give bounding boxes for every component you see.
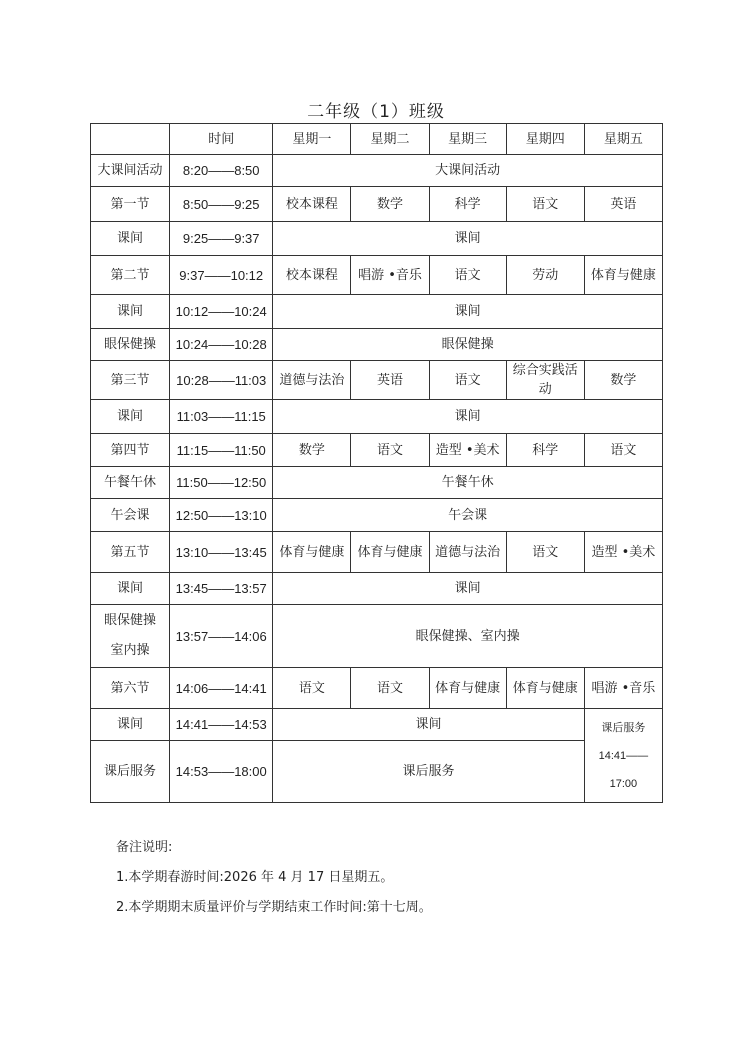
period-time: 11:03——11:15 — [170, 400, 273, 434]
period-label-line: 室内操 — [110, 643, 150, 658]
subject-cell: 体育与健康 — [506, 668, 584, 709]
period-time: 8:50——9:25 — [170, 187, 273, 222]
table-row — [91, 434, 663, 467]
period-time: 13:57——14:06 — [170, 605, 273, 668]
subject-cell: 语文 — [351, 434, 429, 467]
note-item: 1.本学期春游时间:2026 年 4 月 17 日星期五。 — [116, 870, 394, 885]
schedule-table — [90, 123, 663, 803]
table-row — [91, 573, 663, 605]
header-row — [91, 124, 663, 155]
merged-cell: 课间 — [273, 400, 663, 434]
friday-service-label: 课后服务 — [601, 720, 646, 734]
table-row — [91, 499, 663, 532]
period-label: 第四节 — [91, 434, 170, 467]
header-cell: 星期三 — [429, 124, 506, 155]
subject-cell: 唱游 •音乐 — [584, 668, 662, 709]
subject-cell: 道德与法治 — [429, 532, 506, 573]
period-label-line: 眼保健操 — [104, 613, 157, 628]
subject-cell: 校本课程 — [273, 187, 351, 222]
merged-cell: 课间 — [273, 573, 663, 605]
subject-cell: 语文 — [584, 434, 662, 467]
subject-cell: 英语 — [584, 187, 662, 222]
period-label: 眼保健操 — [91, 329, 170, 361]
period-label: 第二节 — [91, 256, 170, 295]
subject-cell: 校本课程 — [273, 256, 351, 295]
period-label: 第五节 — [91, 532, 170, 573]
subject-cell: 体育与健康 — [584, 256, 662, 295]
table-row — [91, 605, 663, 668]
period-time: 8:20——8:50 — [170, 155, 273, 187]
subject-cell: 语文 — [429, 361, 506, 400]
subject-cell: 语文 — [506, 532, 584, 573]
merged-cell: 课间 — [273, 222, 663, 256]
table-row — [91, 187, 663, 222]
header-cell: 星期五 — [584, 124, 662, 155]
table-row — [91, 532, 663, 573]
merged-cell: 眼保健操 — [273, 329, 663, 361]
period-label — [91, 605, 170, 668]
period-time: 14:53——18:00 — [170, 741, 273, 803]
period-label: 第一节 — [91, 187, 170, 222]
period-time: 10:24——10:28 — [170, 329, 273, 361]
subject-cell: 体育与健康 — [351, 532, 429, 573]
merged-cell: 午餐午休 — [273, 467, 663, 499]
subject-cell: 道德与法治 — [273, 361, 351, 400]
subject-cell: 数学 — [584, 361, 662, 400]
header-cell: 星期二 — [351, 124, 429, 155]
period-time: 12:50——13:10 — [170, 499, 273, 532]
subject-cell: 语文 — [429, 256, 506, 295]
period-time: 10:28——11:03 — [170, 361, 273, 400]
period-label: 课间 — [91, 295, 170, 329]
subject-cell: 造型 •美术 — [584, 532, 662, 573]
period-label: 课间 — [91, 709, 170, 741]
table-row — [91, 709, 663, 741]
subject-cell: 体育与健康 — [273, 532, 351, 573]
note-item: 2.本学期期末质量评价与学期结束工作时间:第十七周。 — [116, 900, 432, 915]
friday-service-time-end: 17:00 — [609, 777, 638, 790]
subject-cell: 科学 — [429, 187, 506, 222]
subject-cell: 数学 — [351, 187, 429, 222]
period-time: 13:45——13:57 — [170, 573, 273, 605]
table-row — [91, 741, 663, 803]
notes-heading: 备注说明: — [116, 840, 173, 855]
period-label: 课间 — [91, 573, 170, 605]
table-row — [91, 361, 663, 400]
period-label: 第六节 — [91, 668, 170, 709]
header-cell: 星期一 — [273, 124, 351, 155]
period-label: 第三节 — [91, 361, 170, 400]
subject-cell: 数学 — [273, 434, 351, 467]
period-label: 大课间活动 — [91, 155, 170, 187]
header-cell: 时间 — [170, 124, 273, 155]
table-row — [91, 256, 663, 295]
subject-cell: 语文 — [273, 668, 351, 709]
subject-cell: 科学 — [506, 434, 584, 467]
friday-service-time-start: 14:41—— — [598, 749, 649, 762]
page-title: 二年级（1）班级 — [307, 102, 445, 122]
merged-cell: 课后服务 — [273, 741, 585, 803]
merged-cell: 大课间活动 — [273, 155, 663, 187]
notes-section — [116, 833, 432, 923]
period-time: 13:10——13:45 — [170, 532, 273, 573]
merged-cell: 午会课 — [273, 499, 663, 532]
period-time: 9:37——10:12 — [170, 256, 273, 295]
subject-cell: 唱游 •音乐 — [351, 256, 429, 295]
period-label: 午餐午休 — [91, 467, 170, 499]
period-time: 14:41——14:53 — [170, 709, 273, 741]
header-cell — [91, 124, 170, 155]
period-time: 14:06——14:41 — [170, 668, 273, 709]
subject-cell: 综合实践活动 — [506, 361, 584, 400]
period-label: 课后服务 — [91, 741, 170, 803]
subject-cell: 语文 — [351, 668, 429, 709]
period-time: 10:12——10:24 — [170, 295, 273, 329]
merged-cell: 课间 — [273, 295, 663, 329]
table-row — [91, 329, 663, 361]
table-row — [91, 222, 663, 256]
period-time: 11:50——12:50 — [170, 467, 273, 499]
subject-cell: 英语 — [351, 361, 429, 400]
friday-service-cell — [584, 709, 662, 803]
period-time: 11:15——11:50 — [170, 434, 273, 467]
table-row — [91, 295, 663, 329]
period-time: 9:25——9:37 — [170, 222, 273, 256]
merged-cell: 眼保健操、室内操 — [273, 605, 663, 668]
table-row — [91, 400, 663, 434]
period-label: 午会课 — [91, 499, 170, 532]
subject-cell: 劳动 — [506, 256, 584, 295]
subject-cell: 体育与健康 — [429, 668, 506, 709]
header-cell: 星期四 — [506, 124, 584, 155]
period-label: 课间 — [91, 400, 170, 434]
subject-cell: 语文 — [506, 187, 584, 222]
subject-cell: 造型 •美术 — [429, 434, 506, 467]
table-row — [91, 668, 663, 709]
period-label: 课间 — [91, 222, 170, 256]
table-row — [91, 155, 663, 187]
table-row — [91, 467, 663, 499]
merged-cell: 课间 — [273, 709, 585, 741]
